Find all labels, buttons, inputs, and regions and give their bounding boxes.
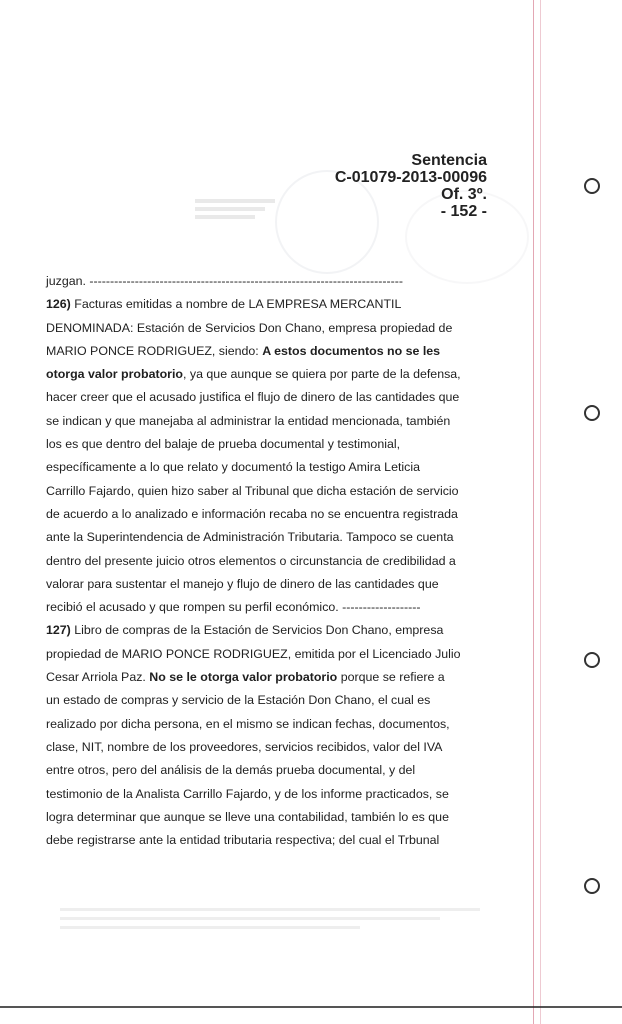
- text-line: clase, NIT, nombre de los proveedores, servicios recibidos, valor del IVA: [46, 739, 443, 754]
- text-line: otorga valor probatorio, ya que aunque se quiera por parte de la defensa,: [46, 367, 461, 382]
- text-line: realizado por dicha persona, en el mismo se indican fechas, documentos,: [46, 716, 450, 731]
- text-line: testimonio de la Analista Carrillo Fajardo, y de los informe practicados, se: [46, 786, 449, 801]
- binder-hole-icon: [584, 878, 600, 894]
- text-line: propiedad de MARIO PONCE RODRIGUEZ, emitida por el Licenciado Julio: [46, 646, 461, 661]
- binder-hole-icon: [584, 178, 600, 194]
- text-line: Cesar Arriola Paz. No se le otorga valor probatorio porque se refiere a: [46, 670, 445, 685]
- text-line: logra determinar que aunque se lleve una contabilidad, también lo es que: [46, 809, 449, 824]
- text-line: debe registrarse ante la entidad tributaria respectiva; del cual el Trbunal: [46, 833, 440, 848]
- text-line: ante la Superintendencia de Administración Tributaria. Tampoco se cuenta: [46, 530, 454, 545]
- text-line: hacer creer que el acusado justifica el flujo de dinero de las cantidades que: [46, 390, 460, 405]
- text-line: 126) Facturas emitidas a nombre de LA EMPRESA MERCANTIL: [46, 297, 402, 312]
- text-line: un estado de compras y servicio de la Estación Don Chano, el cual es: [46, 693, 431, 708]
- bleed-through-letterhead: [195, 195, 275, 223]
- text-line: los es que dentro del balaje de prueba documental y testimonial,: [46, 437, 401, 452]
- text-line: Carrillo Fajardo, quien hizo saber al Tribunal que dicha estación de servicio: [46, 483, 459, 498]
- bleed-through-text: [60, 902, 480, 942]
- case-number: C-01079-2013-00096: [334, 169, 487, 186]
- text-line: de acuerdo a lo analizado e información recaba no se encuentra registrada: [46, 506, 458, 521]
- page-number: - 152 -: [440, 203, 487, 220]
- text-line: entre otros, pero del análisis de la demás prueba documental, y del: [46, 763, 416, 778]
- office-number: Of. 3º.: [441, 186, 487, 203]
- item-number: 126): [46, 297, 71, 312]
- margin-line: [533, 0, 534, 1024]
- text-line: dentro del presente juicio otros elementos o circunstancia de credibilidad a: [46, 553, 456, 568]
- document-title: Sentencia: [411, 152, 487, 169]
- text-line: 127) Libro de compras de la Estación de Servicios Don Chano, empresa: [46, 623, 444, 638]
- document-header: [335, 152, 487, 220]
- document-body: [46, 270, 486, 852]
- text-line: valorar para sustentar el manejo y flujo de dinero de las cantidades que: [46, 576, 439, 591]
- text-line: MARIO PONCE RODRIGUEZ, siendo: A estos documentos no se les: [46, 343, 441, 358]
- binder-hole-icon: [584, 652, 600, 668]
- margin-line: [540, 0, 541, 1024]
- text-line: DENOMINADA: Estación de Servicios Don Chano, empresa propiedad de: [46, 320, 453, 335]
- page-bottom-edge: [0, 1006, 622, 1008]
- text-line: recibió el acusado y que rompen su perfil económico. -------------------: [46, 600, 421, 615]
- text-line: juzgan. ----------------------------------------------------------------------------: [46, 274, 403, 288]
- binder-hole-icon: [584, 405, 600, 421]
- item-number: 127): [46, 623, 71, 638]
- text-line: se indican y que manejaba al administrar la entidad mencionada, también: [46, 413, 451, 428]
- text-line: específicamente a lo que relato y documentó la testigo Amira Leticia: [46, 460, 420, 475]
